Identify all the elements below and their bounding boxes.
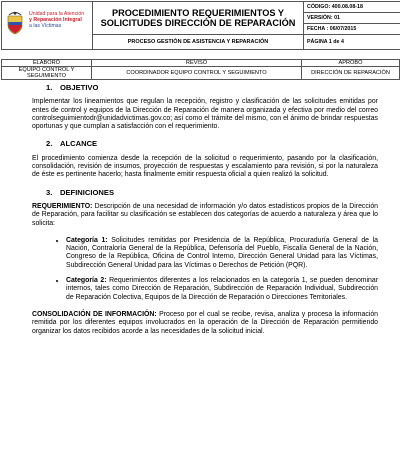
list-item: • Categoría 1: Solicitudes remitidas por Presidencia de la República, Procuraduría General de la Nación, Contraloría General de la República, Defensoría del Pueblo, Fiscalía General de la Nación, Congreso de la República, Oficina de Control Interno, Dirección General Unidad para las Víctimas, Subdirección General Unidad para las Víctimas o Derechos de Petición (PQR). xyxy=(66,237,378,270)
signature-table xyxy=(1,59,400,80)
page-number: PÁGINA 1 de 4 xyxy=(304,35,400,50)
consolidacion-term: CONSOLIDACIÓN DE INFORMACIÓN: xyxy=(32,310,157,318)
elaboro-header: ELABORÓ xyxy=(2,60,92,67)
coat-of-arms-icon xyxy=(5,11,25,35)
document-body xyxy=(32,84,378,345)
elaboro-value: EQUIPO CONTROL Y SEGUIMIENTO xyxy=(2,67,92,80)
document-title: PROCEDIMIENTO REQUERIMIENTOS Y SOLICITUDES DIRECCIÓN DE REPARACIÓN xyxy=(93,2,304,35)
category-1-term: Categoría 1: xyxy=(66,236,108,244)
requerimiento-definition: REQUERIMIENTO: Descripción de una necesidad de información y/o datos estadísticos propios de la Dirección de Reparación, para facilitar su clasificación se establecen dos categorías de acuerdo a naturaleza y área que lo solicita: xyxy=(32,202,378,227)
list-item: • Categoría 2: Requerimientos diferentes a los relacionados en la categoría 1, se pueden denominar internos, tales como Dirección de Reparación, Subdirección de Reparación Individual, Subdirección de Reparación Colectiva, Equipos de la Dirección de Reparación o Direcciones Territoriales. xyxy=(66,277,378,302)
section-heading-definiciones: 3. DEFINICIONES xyxy=(46,187,115,197)
doc-version: VERSIÓN: 01 xyxy=(304,13,400,24)
category-list xyxy=(32,237,378,302)
requerimiento-term: REQUERIMIENTO: xyxy=(32,202,93,210)
category-2-term: Categoría 2: xyxy=(66,277,107,285)
section-heading-alcance: 2. ALCANCE xyxy=(46,139,98,149)
section-heading-objetivo: 1. OBJETIVO xyxy=(46,83,99,92)
consolidacion-definition: CONSOLIDACIÓN DE INFORMACIÓN: Proceso por el cual se recibe, revisa, analiza y procesa la información remitida por los diferentes equipos involucrados en la operación de la Dirección de Reparación permitiendo organizar los datos recibidos acorde a las necesidades de la solicitud inicial. xyxy=(32,310,378,335)
agency-logo-text: Unidad para la Atención y Reparación Integral a las Víctimas xyxy=(29,11,85,29)
doc-code: CÓDIGO: 400.08.08-18 xyxy=(304,2,400,13)
process-name: PROCESO GESTIÓN DE ASISTENCIA Y REPARACIÓN xyxy=(93,35,304,50)
reviso-header: REVISÓ xyxy=(92,60,302,67)
doc-date: FECHA : 06/07/2015 xyxy=(304,24,400,35)
aprobo-value: DIRECCIÓN DE REPARACIÓN xyxy=(302,67,400,80)
objetivo-paragraph: Implementar los lineamientos que regulan la recepción, registro y clasificación de las solicitudes emitidas por entes de control y equipos de la Dirección de Reparación de manera organizada y efectiva por medio del correo controlseguimientodr@unidadvictimas.gov.co; así como el trámite del mismo, con el ánimo de brindar respuestas oportunas y que cumplan a satisfacción con el requerimiento. xyxy=(32,98,378,131)
document-header xyxy=(1,1,400,50)
reviso-value: COORDINADOR EQUIPO CONTROL Y SEGUIMIENTO xyxy=(92,67,302,80)
alcance-paragraph: El procedimiento comienza desde la recepción de la solicitud o requerimiento, pasando por la clasificación, consolidación, revisión de insumos, proyección de respuestas y escalamiento para revisión, si por la naturaleza de éste es pertinente hacerlo; hasta finalmente emitir respuesta oficial a quien realizó la solicitud. xyxy=(32,154,378,179)
aprobo-header: APROBÓ xyxy=(302,60,400,67)
logo-cell xyxy=(2,2,93,50)
